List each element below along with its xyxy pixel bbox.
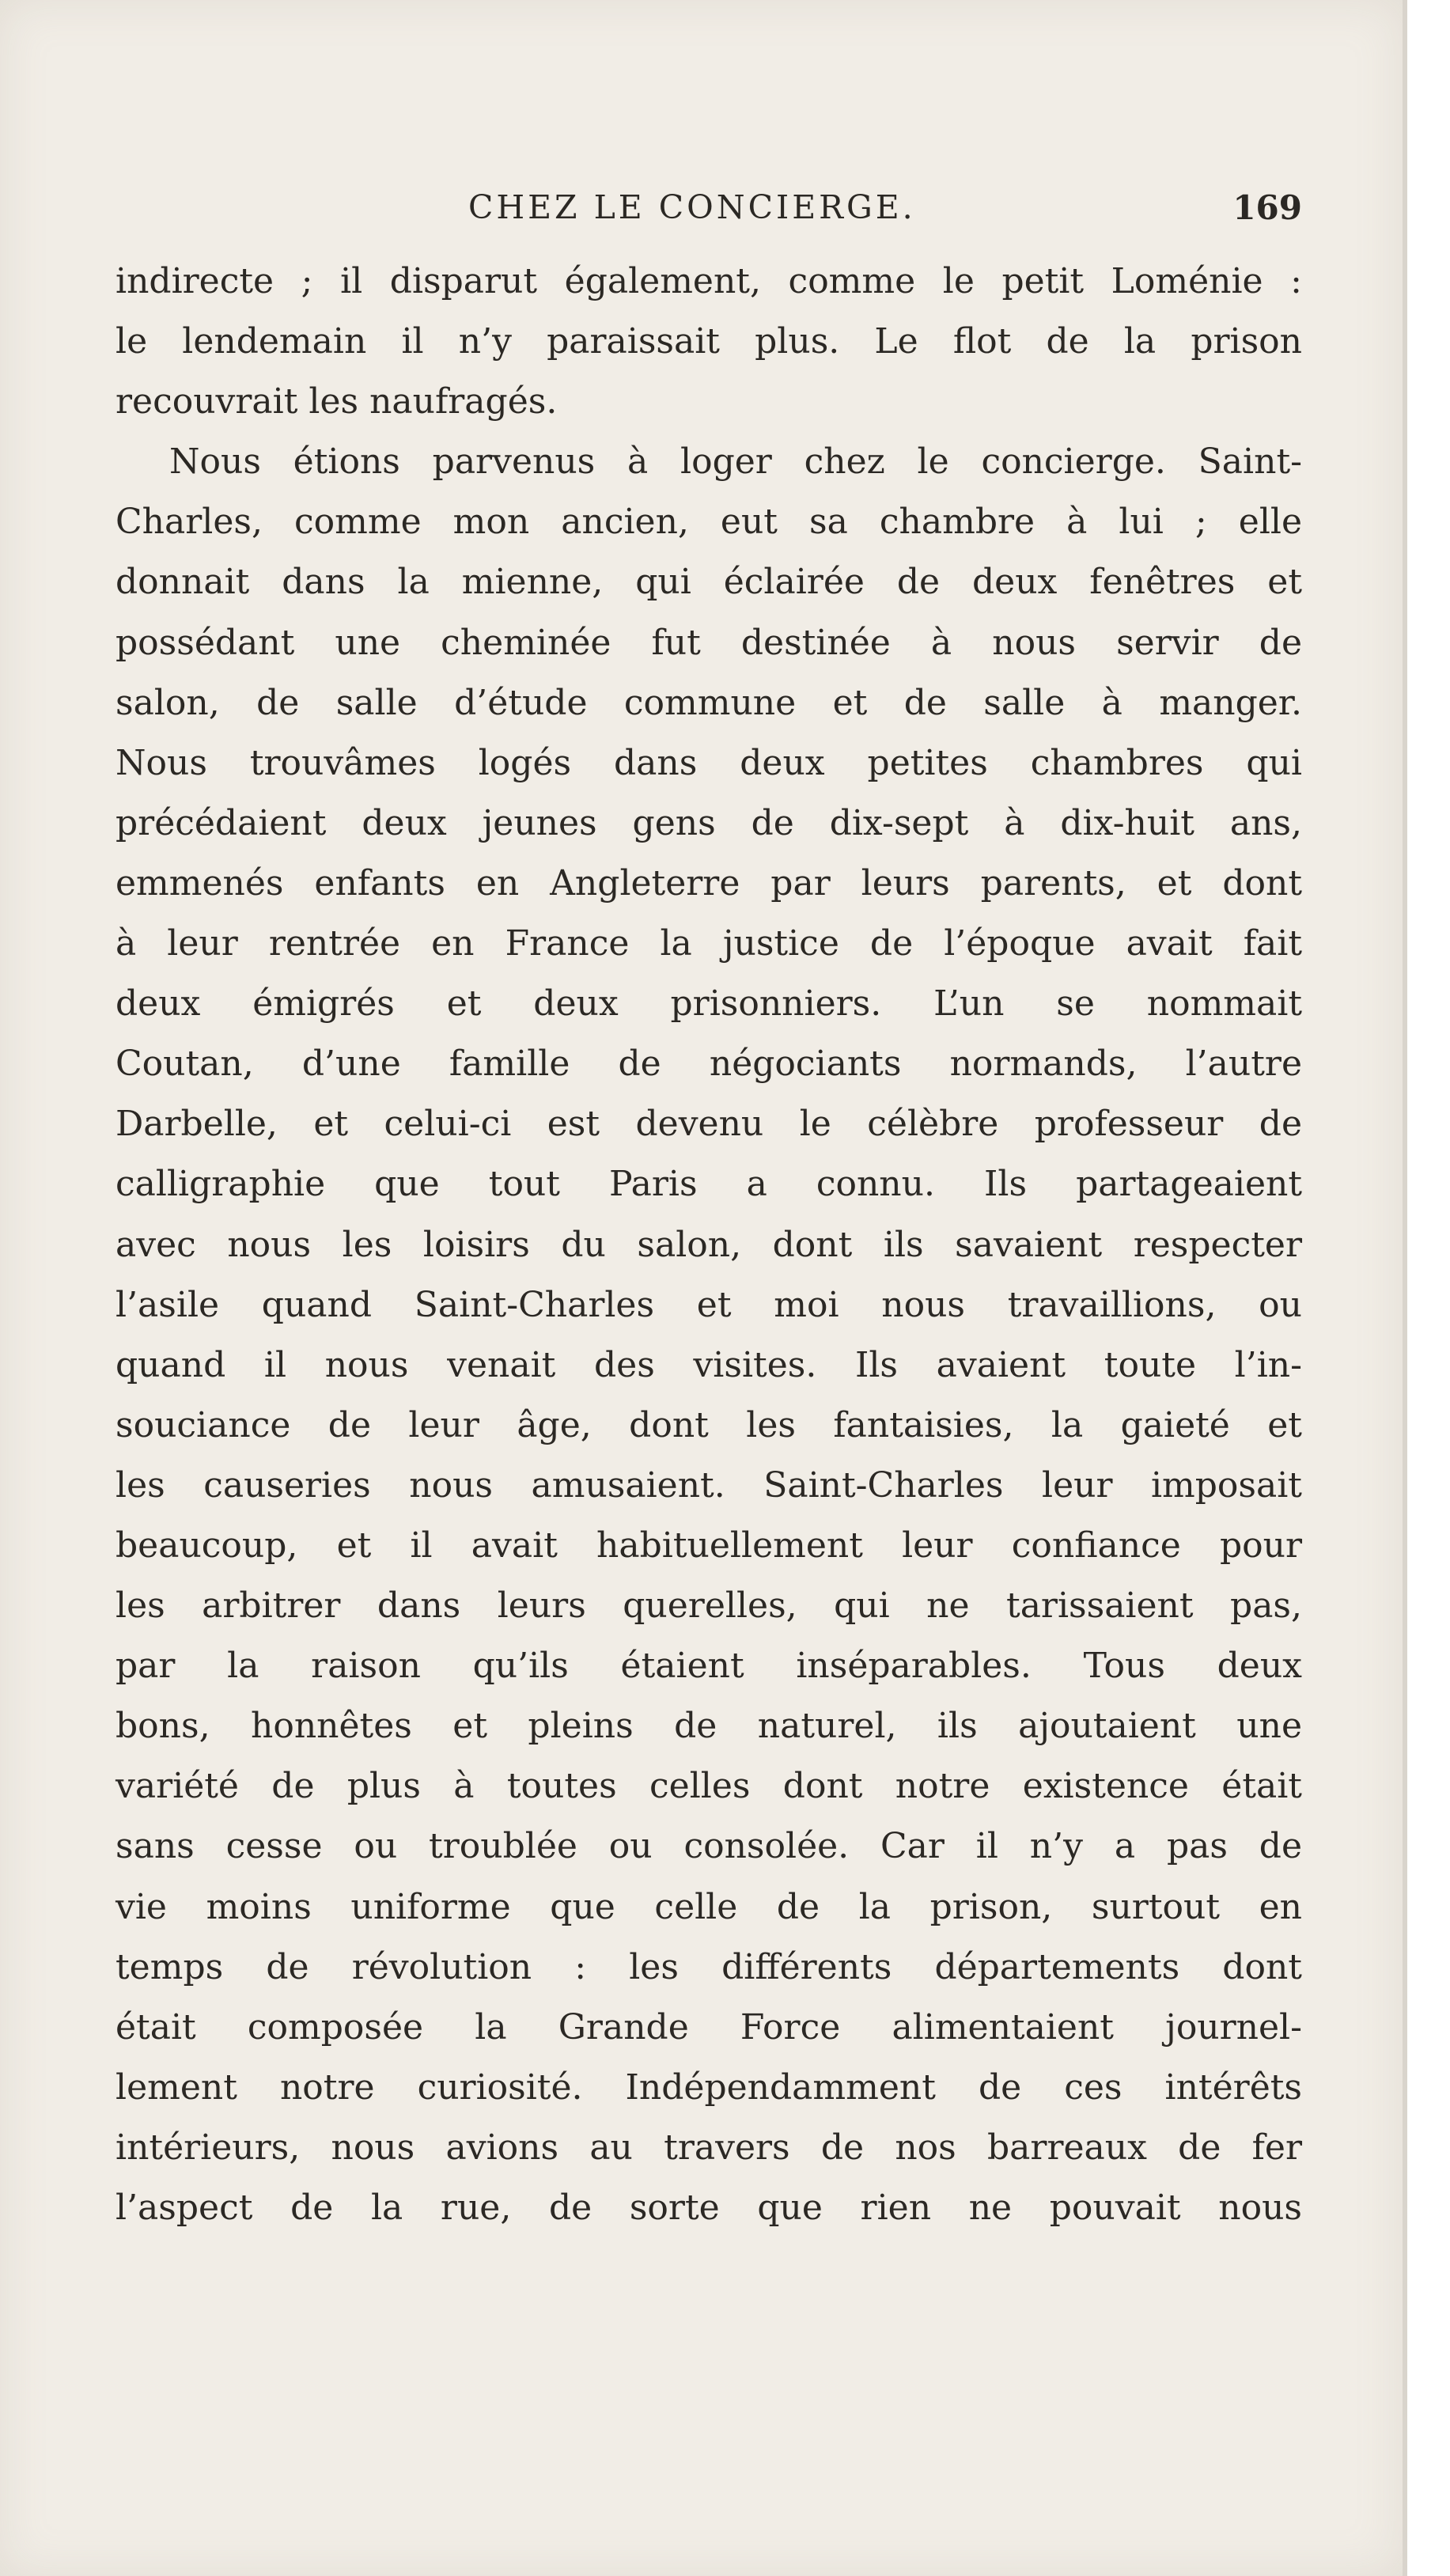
- text-line: recouvrait les naufragés.: [115, 381, 558, 422]
- text-line: vie moins uniforme que celle de la prison, surtout en: [115, 1886, 1302, 1927]
- page-edge: [1403, 0, 1407, 2576]
- text-line: le lendemain il n’y paraissait plus. Le flot de la prison: [115, 321, 1302, 362]
- text-line: donnait dans la mienne, qui éclairée de deux fenêtres et: [115, 562, 1302, 603]
- text-line: Nous trouvâmes logés dans deux petites chambres qui: [115, 742, 1302, 783]
- text-line: les arbitrer dans leurs querelles, qui ne tarissaient pas,: [115, 1585, 1302, 1627]
- text-line: emmenés enfants en Angleterre par leurs parents, et dont: [115, 862, 1302, 903]
- body-text: [115, 252, 1302, 2238]
- text-line: par la raison qu’ils étaient inséparables. Tous deux: [115, 1646, 1302, 1687]
- text-line: deux émigrés et deux prisonniers. L’un se nommait: [115, 983, 1302, 1025]
- text-line: bons, honnêtes et pleins de naturel, ils ajoutaient une: [115, 1706, 1302, 1747]
- text-line: intérieurs, nous avions au travers de nos barreaux de fer: [115, 2127, 1302, 2168]
- text-line: temps de révolution : les différents départements dont: [115, 1946, 1302, 1987]
- text-line: les causeries nous amusaient. Saint-Charles leur imposait: [115, 1464, 1302, 1506]
- text-line: lement notre curiosité. Indépendamment de ces intérêts: [115, 2066, 1302, 2108]
- text-line: Nous étions parvenus à loger chez le concierge. Saint-: [169, 441, 1302, 483]
- text-line: quand il nous venait des visites. Ils avaient toute l’in-: [115, 1344, 1302, 1385]
- text-line: était composée la Grande Force alimentaient journel-: [115, 2006, 1302, 2048]
- text-line: avec nous les loisirs du salon, dont ils savaient respecter: [115, 1224, 1302, 1265]
- text-line: Charles, comme mon ancien, eut sa chambre à lui ; elle: [115, 502, 1302, 543]
- text-line: souciance de leur âge, dont les fantaisies, la gaieté et: [115, 1404, 1302, 1445]
- text-line: à leur rentrée en France la justice de l’époque avait fait: [115, 923, 1302, 964]
- text-line: précédaient deux jeunes gens de dix-sept à dix-huit ans,: [115, 802, 1302, 843]
- text-line: variété de plus à toutes celles dont notre existence était: [115, 1766, 1302, 1807]
- text-line: calligraphie que tout Paris a connu. Ils partageaient: [115, 1164, 1302, 1205]
- text-line: Darbelle, et celui-ci est devenu le célèbre professeur de: [115, 1104, 1302, 1145]
- text-line: salon, de salle d’étude commune et de salle à manger.: [115, 682, 1302, 723]
- text-line: indirecte ; il disparut également, comme le petit Loménie :: [115, 261, 1302, 301]
- text-line: beaucoup, et il avait habituellement leur confiance pour: [115, 1525, 1302, 1566]
- running-title: CHEZ LE CONCIERGE.: [468, 188, 916, 226]
- text-line: l’aspect de la rue, de sorte que rien ne pouvait nous: [115, 2188, 1302, 2228]
- page-number: 169: [1232, 188, 1302, 227]
- text-line: possédant une cheminée fut destinée à nous servir de: [115, 622, 1302, 663]
- text-line: Coutan, d’une famille de négociants normands, l’autre: [115, 1044, 1302, 1085]
- text-line: l’asile quand Saint-Charles et moi nous travaillions, ou: [115, 1284, 1302, 1325]
- text-line: sans cesse ou troublée ou consolée. Car il n’y a pas de: [115, 1826, 1302, 1867]
- page-header: [115, 188, 1302, 244]
